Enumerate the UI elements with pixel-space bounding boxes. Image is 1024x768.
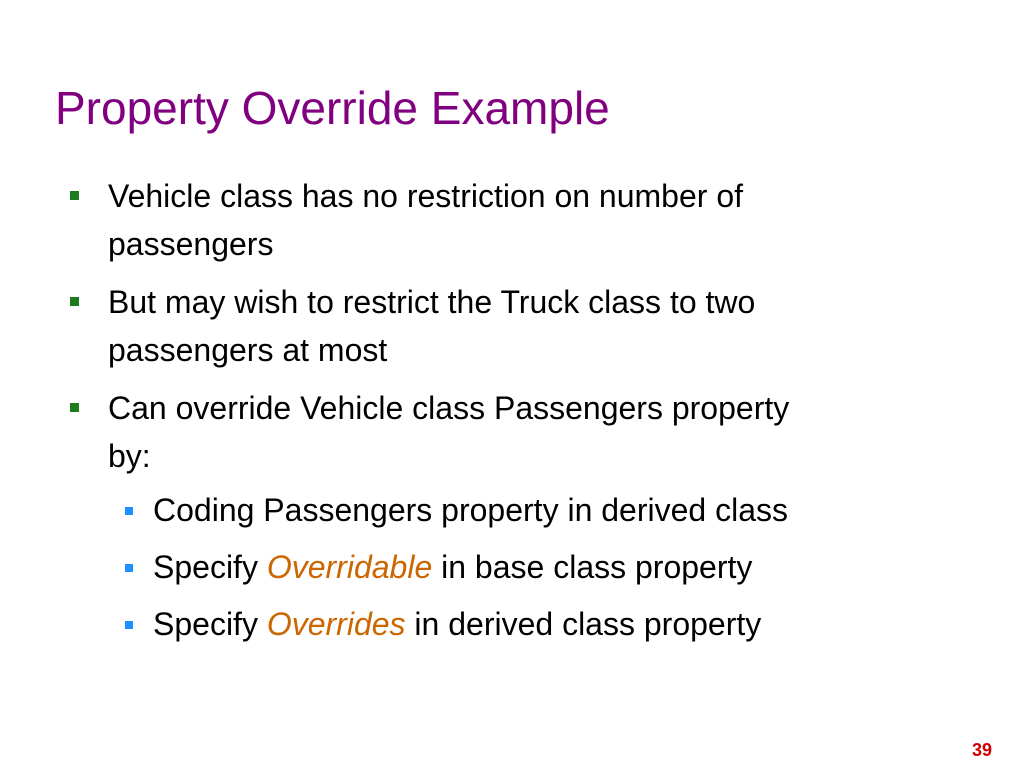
sub-bullet-text: [153, 543, 752, 591]
bullet-text-line1: Can override Vehicle class Passengers property: [108, 390, 790, 426]
page-number: 39: [971, 740, 992, 760]
keyword-overrides: Overrides: [266, 606, 406, 642]
square-bullet-icon: [70, 191, 79, 200]
bullet-text-line2: passengers at most: [108, 332, 388, 368]
bullet-text-line2: passengers: [108, 226, 274, 262]
bullet-item: [70, 278, 990, 374]
square-bullet-icon: [70, 403, 79, 412]
bullet-text-line1: But may wish to restrict the Truck class to two: [108, 284, 756, 320]
sub-bullet-text: Coding Passengers property in derived class: [153, 492, 788, 528]
sub-bullet-pre: Specify: [153, 549, 267, 585]
sub-bullet-item: [125, 543, 1005, 591]
square-bullet-icon: [125, 564, 133, 572]
bullet-text-line2: by:: [108, 438, 151, 474]
bullet-item: [70, 172, 990, 268]
sub-bullet-text: [153, 600, 761, 648]
slide-title: Property Override Example: [55, 82, 610, 134]
square-bullet-icon: [125, 621, 133, 629]
sub-bullet-pre: Specify: [153, 606, 267, 642]
bullet-item: [70, 384, 990, 480]
sub-bullet-item: [125, 600, 1005, 648]
sub-bullet-post: in derived class property: [405, 606, 762, 642]
square-bullet-icon: [125, 507, 133, 515]
keyword-overridable: Overridable: [266, 549, 433, 585]
sub-bullet-item: [125, 486, 1005, 534]
square-bullet-icon: [70, 297, 79, 306]
bullet-text-line1: Vehicle class has no restriction on number of: [108, 178, 743, 214]
sub-bullet-post: in base class property: [432, 549, 753, 585]
